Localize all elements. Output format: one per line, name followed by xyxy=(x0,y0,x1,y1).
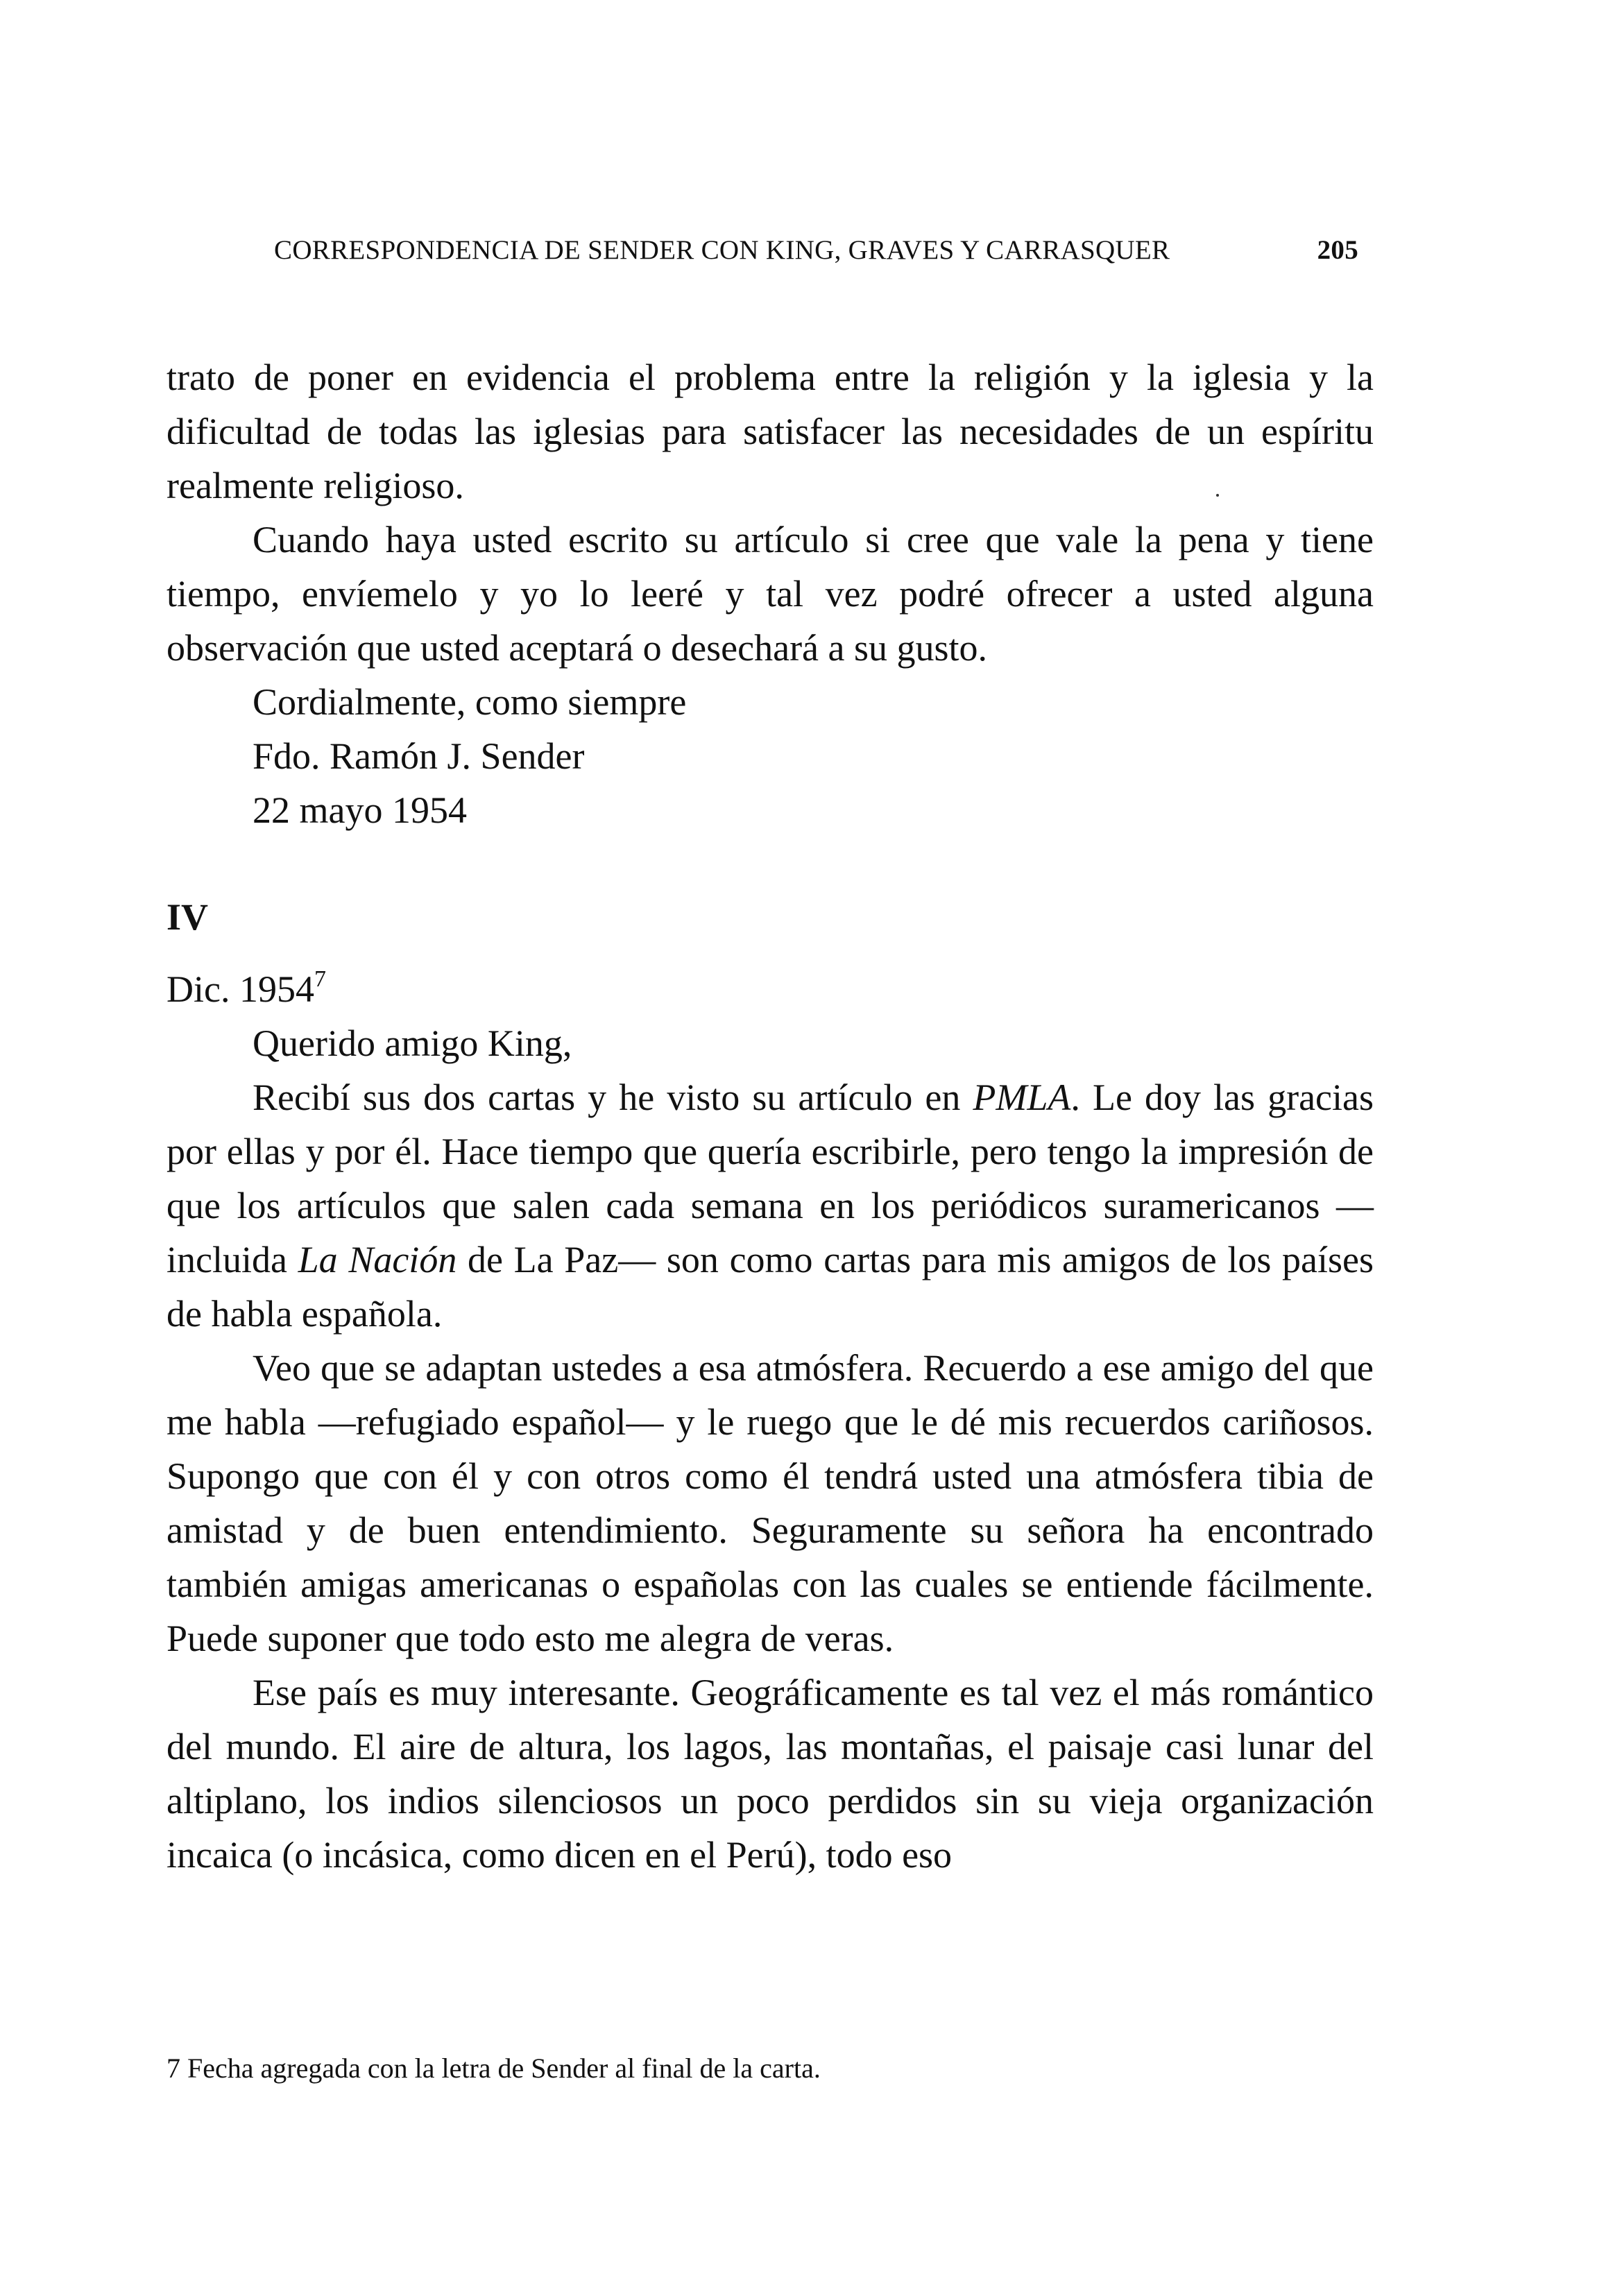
letter-signature: Fdo. Ramón J. Sender xyxy=(253,735,585,777)
letter-date: Dic. 1954 xyxy=(167,968,314,1010)
page-number: 205 xyxy=(1317,235,1358,265)
footnote-text: Fecha agregada con la letra de Sender al final de la carta. xyxy=(187,2053,821,2084)
letter-date-line xyxy=(167,962,1374,1016)
journal-title: PMLA xyxy=(973,1077,1071,1118)
text-run: Recibí sus dos cartas y he visto su artículo en xyxy=(253,1077,973,1118)
section-heading: IV xyxy=(167,896,209,938)
letter-salutation: Querido amigo King, xyxy=(253,1022,572,1064)
letter-date: 22 mayo 1954 xyxy=(253,789,467,831)
footnote xyxy=(167,2050,1374,2087)
paragraph: Ese país es muy interesante. Geográficamente es tal vez el más romántico del mundo. El aire de altura, los lagos, las montañas, el paisaje casi lunar del altiplano, los indios silenciosos un poco perdidos sin su vieja organización incaica (o incásica, como dicen en el Perú), todo eso xyxy=(167,1672,1374,1876)
paragraph: Veo que se adaptan ustedes a esa atmósfera. Recuerdo a ese amigo del que me habla —refugiado español— y le ruego que le dé mis recuerdos cariñosos. Supongo que con él y con otros como él tendrá usted una atmósfera tibia de amistad y de buen entendimiento. Seguramente su señora ha encontrado también amigas americanas o españolas con las cuales se entiende fácilmente. Puede suponer que todo esto me alegra de veras. xyxy=(167,1347,1374,1659)
footnote-reference: 7 xyxy=(314,966,326,992)
body-text xyxy=(167,350,1374,1882)
letter-closing: Cordialmente, como siempre xyxy=(253,681,687,723)
newspaper-title: La Nación xyxy=(298,1239,457,1280)
paragraph xyxy=(167,1070,1374,1341)
footnote-number: 7 xyxy=(167,2053,180,2084)
text-run: de La Paz— son como cartas para mis amigos de los países de habla española. xyxy=(167,1239,1374,1335)
running-title: CORRESPONDENCIA DE SENDER CON KING, GRAVES Y CARRASQUER xyxy=(274,235,1170,265)
running-header xyxy=(274,234,1358,266)
paragraph: Cuando haya usted escrito su artículo si cree que vale la pena y tiene tiempo, envíemelo y yo lo leeré y tal vez podré ofrecer a usted alguna observación que usted aceptará o desechará a su gusto. xyxy=(167,519,1374,669)
text-run: . Le doy las gracias por ellas y por él. Hace tiempo que quería escribirle, pero tengo la impresión de que los artículos que salen cada semana en los periódicos suramericanos —incluida xyxy=(167,1077,1374,1280)
paragraph-continuation: trato de poner en evidencia el problema entre la religión y la iglesia y la dificultad de todas las iglesias para satisfacer las necesidades de un espíritu realmente religioso. xyxy=(167,357,1374,506)
